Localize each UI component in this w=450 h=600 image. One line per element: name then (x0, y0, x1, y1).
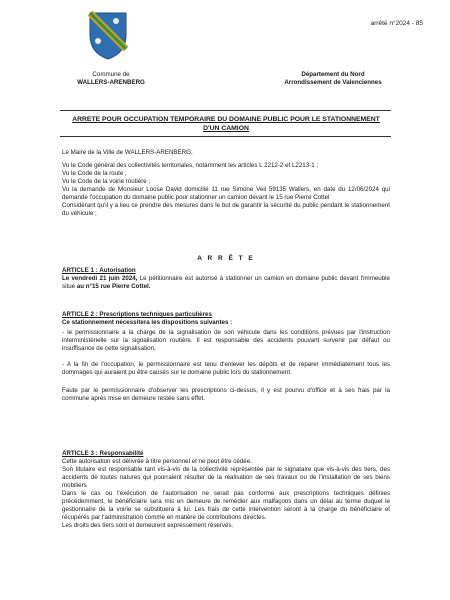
vu-line-cgct: Vu le Code général des collectivités territoriales, notamment les articles L 2212-2 et L2213-1 ; (62, 162, 319, 169)
arrondissement-name: Arrondissement de Valenciennes (284, 79, 382, 86)
article-1-text (62, 275, 390, 291)
article-3-nonconformity: Dans le cas ou l'exécution de l'autorisation ne serait pas conforme aux prescriptions techniques définies précédemment, le bénéficiaire sera mis en demeure de remédier aux malfaçons dans un délai au terme duquel le gestionnaire de la voirie se substituera à lui. Les frais de cette intervention seront à la charge du bénéficiaire et récupérés par l'administration comme en matière de contributions directes. (62, 490, 390, 521)
vu-line-voirie: Vu le Code de la voirie routière ; (62, 178, 151, 185)
article-3-third-party-rights: Les droits des tiers sont et demeurent expressément réservés. (62, 522, 234, 529)
article-2-penalty: Faute par le permissionnaire d'observer les prescriptions ci-dessus, il y est pourvu d'office et à ses frais par la commune après mise en demeure restée sans effet. (62, 387, 390, 402)
commune-label: Commune de (92, 71, 130, 78)
article-1-date: Le vendredi 21 juin 2024, (62, 275, 138, 282)
mayor-line: Le Maire de la Ville de WALLERS-ARENBERG, (62, 149, 193, 156)
article-1-address: au n°15 rue Pierre Cottel. (76, 283, 151, 290)
article-1-heading: ARTICLE 1 : Autorisation (62, 267, 136, 274)
article-2 (62, 311, 390, 403)
article-2-item-signalisation: - le permissionnaire a la charge de la signalisation de son véhicule dans les conditions prévues par l'instruction interministérielle sur la signalisation routière. Il est responsable des accidents pouvant survenir par défaut ou insuffisance de cette signalisation, (62, 329, 390, 352)
article-1 (62, 267, 390, 291)
article-3-heading: ARTICLE 3 : Responsabilité (62, 450, 144, 457)
commune-header (66, 71, 156, 87)
article-3-liability: Son titulaire est responsable tant vis-à-vis de la collectivité représentée par le signataire que vis-à-vis des tiers, des accidents de toutes natures qui pourraient résulter de la réalisation de ses travaux ou de l'installation de ses biens mobiliers (62, 466, 390, 489)
article-3 (62, 450, 390, 530)
vu-line-request: Vu la demande de Monsieur Loose David domicilié 11 rue Simone Veil 59135 Wallers, en date du 12/06/2024 qui demande l'occupation du domaine public pour stationner un camion devant le 15 rue Pierre Cottel (62, 186, 390, 201)
legal-basis-block (62, 162, 390, 218)
title-top-rule (60, 110, 391, 111)
document-title: ARRETE POUR OCCUPATION TEMPORAIRE DU DOMAINE PUBLIC POUR LE STATIONNEMENT D'UN CAMION (72, 116, 380, 132)
commune-name: WALLERS-ARENBERG (77, 79, 145, 86)
article-2-heading: ARTICLE 2 : Prescriptions techniques particulières (62, 311, 212, 318)
article-2-subheading: Ce stationnement nécessitera les dispositions suivantes : (62, 319, 233, 326)
decree-reference-number: arrêté n°2024 - 85 (370, 20, 423, 27)
title-bottom-rule (60, 136, 391, 137)
arrete-heading: A R R Ê T E (197, 255, 255, 262)
article-1-body: Le pétitionnaire est autorisé à stationner un camion en domaine public devant l'immeuble situé (62, 275, 390, 290)
considerant-line: Considérant qu'il y a lieu ce prendre des mesures dans le but de garantir la sécurité du public pendant le stationnement du véhicule ; (62, 202, 390, 217)
commune-coat-of-arms-logo (86, 9, 130, 61)
vu-line-code-route: Vu le Code de la route ; (62, 170, 127, 177)
department-name: Département du Nord (301, 71, 365, 78)
article-2-item-end-occupation: - A la fin de l'occupation, le permissionnaire est tenu d'enlever les dépôts et de réparer immédiatement tous les dommages qui auraient pu être causés sur le domaine public lors du stationnement. (62, 361, 390, 376)
department-header (278, 71, 388, 87)
article-3-personal: Cette autorisation est délivrée à titre personnel et ne peut être cédée. (62, 458, 252, 465)
